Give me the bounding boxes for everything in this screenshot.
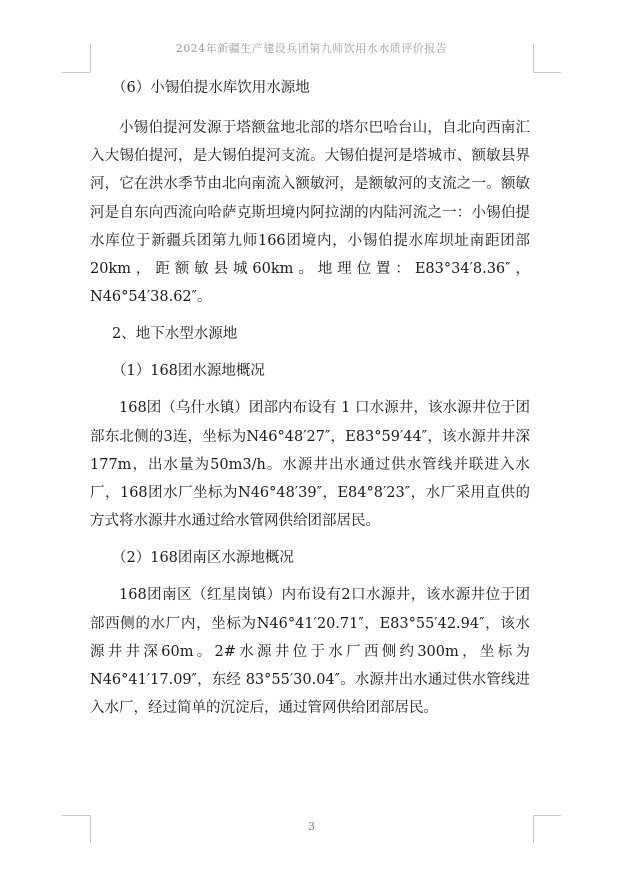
crop-mark-top-left-h (62, 72, 90, 73)
crop-mark-top-right-h (533, 72, 561, 73)
paragraph-xiaoxibote-river: 小锡伯提河发源于塔额盆地北部的塔尔巴哈台山，自北向西南汇入大锡伯提河，是大锡伯提河支流。大锡伯提河是塔城市、额敏县界河，它在洪水季节由北向南流入额敏河，是额敏河的支流之一。额敏河是自东向西流向哈萨克斯坦境内阿拉湖的内陆河流之一：小锡伯提水库位于新疆兵团第九师166团境内，小锡伯提水库坝址南距团部20km，距额敏县城60km。地理位置：E83°34′8.36″，N46°54′38.62″。 (90, 120, 530, 306)
page-header: 2024年新疆生产建设兵团第九师饮用水水质评价报告 (175, 42, 448, 55)
section-heading-168-regiment-source: （1）168团水源地概况 (112, 363, 265, 380)
paragraph-168-south-district-source: 168团南区（红星岗镇）内布设有2口水源井，该水源井位于团部西侧的水厂内，坐标为N46°41′20.71″，E83°55′42.94″，该水源井井深60m。2#水源井位于水厂西侧约300m，坐标为N46°41′17.09″，东经 83°55′30.04″。水源井出水通过供水管线进入水厂，经过简单的沉淀后，通过管网供给团部居民。 (90, 587, 530, 717)
document-body (90, 74, 530, 722)
section-heading-168-south-district-source: （2）168团南区水源地概况 (112, 550, 294, 567)
crop-mark-bottom-right-h (533, 815, 561, 816)
page-number: 3 (308, 820, 315, 833)
section-heading-xiaoxibote-reservoir: （6）小锡伯提水库饮用水源地 (112, 80, 310, 96)
crop-mark-top-left-v (90, 44, 91, 72)
paragraph-168-regiment-source: 168团（乌什水镇）团部内布设有 1 口水源井，该水源井位于团部东北侧的3连，坐标为N46°48′27″，E83°59′44″，该水源井井深177m，出水量为50m3/h。水源井出水通过供水管线并联进入水厂，168团水厂坐标为N46°48′39″，E84°8′23″，水厂采用直供的方式将水源井水通过给水管网供给团部居民。 (90, 400, 530, 530)
section-heading-groundwater-sources: 2、地下水型水源地 (112, 326, 238, 343)
crop-mark-top-right-v (533, 44, 534, 72)
crop-mark-bottom-left-h (62, 815, 90, 816)
